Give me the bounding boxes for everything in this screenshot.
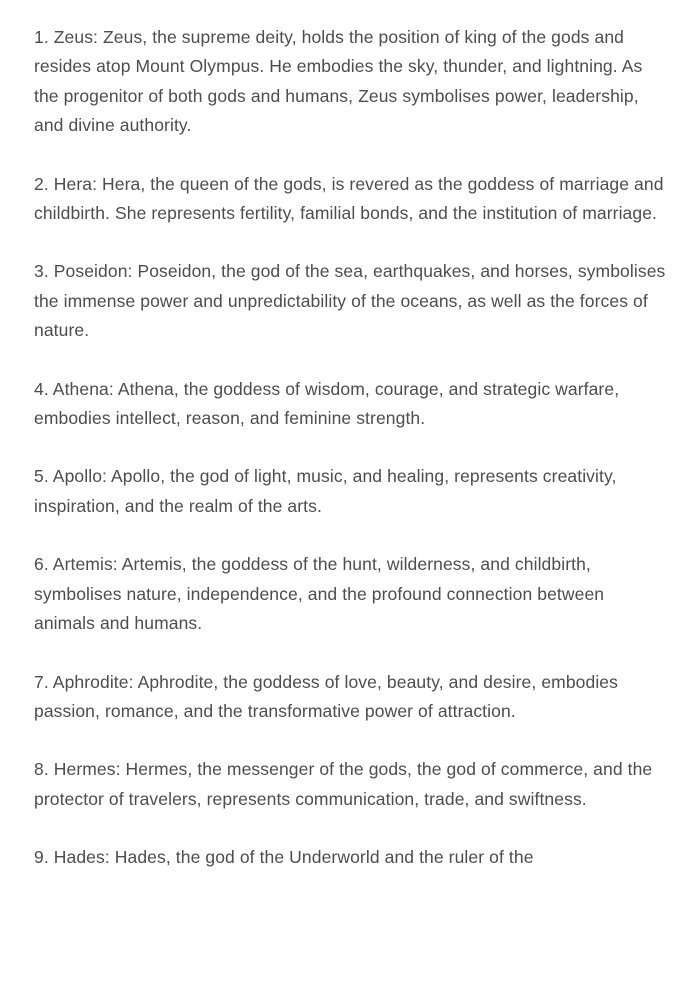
list-item-hermes: 8. Hermes: Hermes, the messenger of the gods, the god of commerce, and the protector of travelers, represents communication, trade, and swiftness. xyxy=(34,759,653,809)
list-item-zeus: 1. Zeus: Zeus, the supreme deity, holds the position of king of the gods and resides atop Mount Olympus. He embodies the sky, thunder, and lightning. As the progenitor of both gods and humans, Zeus symbolises power, leadership, and divine authority. xyxy=(34,27,643,136)
list-item-aphrodite: 7. Aphrodite: Aphrodite, the goddess of love, beauty, and desire, embodies passion, romance, and the transformative power of attraction. xyxy=(34,671,618,721)
god-list xyxy=(34,23,666,873)
list-item-poseidon: 3. Poseidon: Poseidon, the god of the sea, earthquakes, and horses, symbolises the immense power and unpredictability of the oceans, as well as the forces of nature. xyxy=(34,261,666,341)
list-item-artemis: 6. Artemis: Artemis, the goddess of the hunt, wilderness, and childbirth, symbolises nature, independence, and the profound connection between animals and humans. xyxy=(34,554,605,634)
list-item-hera: 2. Hera: Hera, the queen of the gods, is revered as the goddess of marriage and childbirth. She represents fertility, familial bonds, and the institution of marriage. xyxy=(34,173,664,224)
list-item-apollo: 5. Apollo: Apollo, the god of light, music, and healing, represents creativity, inspiration, and the realm of the arts. xyxy=(34,466,617,516)
list-item-hades: 9. Hades: Hades, the god of the Underworld and the ruler of the xyxy=(34,847,534,868)
list-item-athena: 4. Athena: Athena, the goddess of wisdom, courage, and strategic warfare, embodies intellect, reason, and feminine strength. xyxy=(34,378,620,429)
